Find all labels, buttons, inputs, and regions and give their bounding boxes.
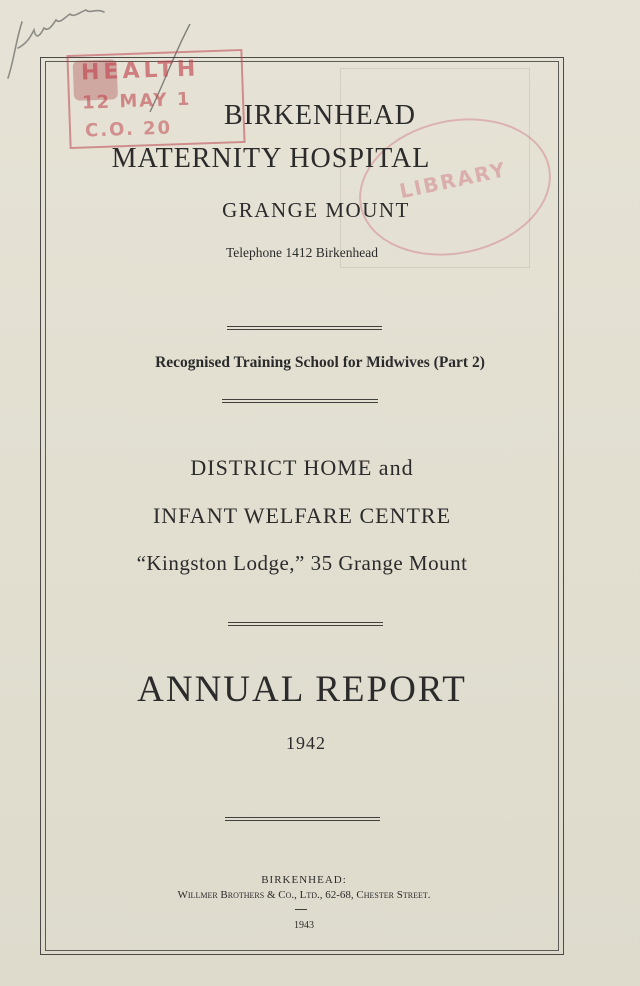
telephone-line: Telephone 1412 Birkenhead [225, 245, 378, 260]
divider-rule-2 [222, 399, 378, 403]
title-birkenhead: BIRKENHEAD [224, 100, 416, 131]
imprint-printer: Willmer Brothers & Co., Ltd., 62-68, Chester Street. [177, 889, 431, 901]
kingston-lodge-line: “Kingston Lodge,” 35 Grange Mount [136, 551, 468, 575]
divider-rule-1 [227, 326, 382, 330]
title-grange-mount: GRANGE MOUNT [222, 198, 410, 222]
imprint-year: 1943 [294, 920, 314, 931]
stamp-text-1: HEALTH [80, 56, 200, 86]
imprint-dash [295, 909, 307, 910]
health-office-stamp [66, 49, 245, 149]
training-school-line: Recognised Training School for Midwives (Part 2) [155, 354, 485, 371]
imprint-place: BIRKENHEAD: [261, 874, 347, 886]
stamp-text-2: 12 MAY 1 [81, 88, 192, 114]
divider-rule-3 [228, 622, 383, 626]
stamp-text-3: C.O. 20 [84, 117, 173, 142]
report-year: 1942 [286, 733, 326, 753]
title-maternity-hospital: MATERNITY HOSPITAL [111, 143, 431, 174]
library-stamp-text: LIBRARY [397, 157, 509, 204]
divider-rule-4 [225, 817, 380, 821]
annual-report-title: ANNUAL REPORT [137, 669, 467, 710]
district-home-line: DISTRICT HOME and [190, 455, 414, 480]
infant-welfare-line: INFANT WELFARE CENTRE [152, 503, 452, 528]
